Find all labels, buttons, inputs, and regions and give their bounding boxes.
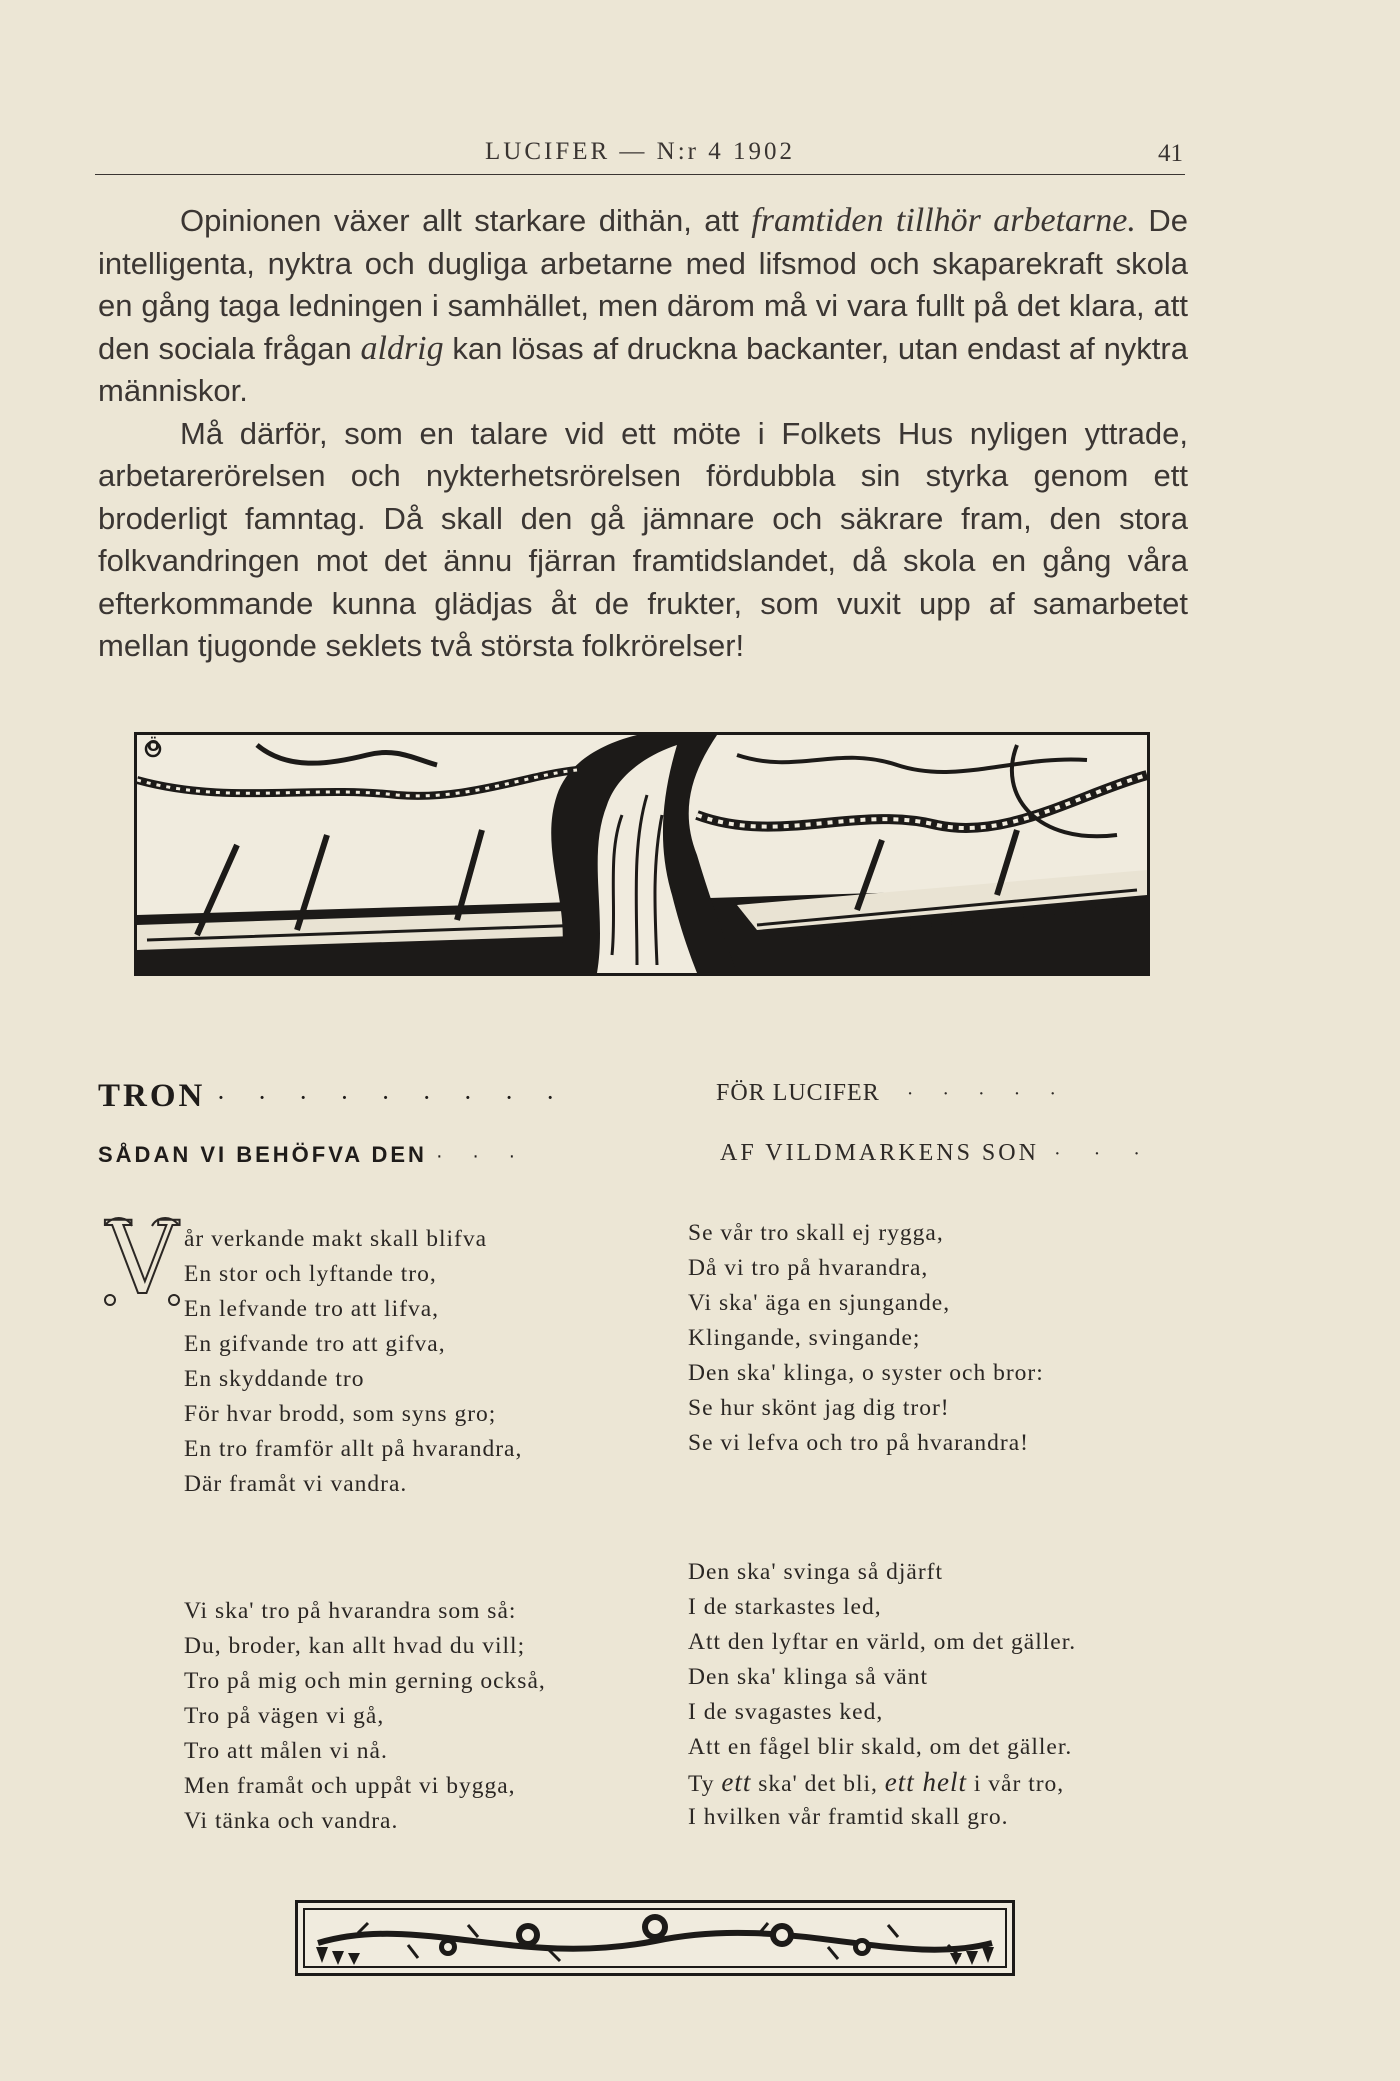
page-number: 41 <box>1158 140 1183 167</box>
stanza-1-line-7: En tro framför allt på hvarandra, <box>184 1436 523 1462</box>
stanza-4-line-8: I hvilken vår framtid skall gro. <box>688 1804 1009 1830</box>
poem-subtitle-block <box>98 1142 527 1168</box>
stanza-2-line-4: Tro på vägen vi gå, <box>184 1703 385 1729</box>
poem-subtitle: SÅDAN VI BEHÖFVA DEN <box>98 1142 427 1167</box>
stanza-1-line-8: Där framåt vi vandra. <box>184 1471 408 1497</box>
paragraph-1-part-3: kan lösas af druckna backanter, utan endast af nyktra människor. <box>98 330 1188 408</box>
stanza-4-line-4: Den ska' klinga så vänt <box>688 1664 928 1690</box>
emphasis-ett-helt: ett helt <box>884 1767 968 1797</box>
paragraph-1 <box>98 200 1188 413</box>
stanza-2 <box>184 1594 546 1839</box>
poem-subtitle-dots: · · · <box>436 1145 528 1167</box>
tree-vignette-drawing <box>137 735 1147 973</box>
stanza-4-line-7-a: Ty <box>688 1771 722 1797</box>
stanza-1-line-5: En skyddande tro <box>184 1366 365 1392</box>
stanza-4-line-7-c: i vår tro, <box>967 1771 1065 1797</box>
stanza-2-line-5: Tro att målen vi nå. <box>184 1738 388 1764</box>
poem-title-block <box>98 1078 568 1115</box>
stanza-4-line-7 <box>688 1765 1076 1800</box>
poem-dedication: FÖR LUCIFER <box>716 1080 880 1106</box>
stanza-3-line-4: Klingande, svingande; <box>688 1325 921 1351</box>
stanza-3 <box>688 1216 1044 1461</box>
stanza-1-line-1: år verkande makt skall blifva <box>184 1226 488 1252</box>
stanza-4-line-7-b: ska' det bli, <box>751 1771 885 1797</box>
stanza-3-line-2: Då vi tro på hvarandra, <box>688 1255 929 1281</box>
stanza-2-line-7: Vi tänka och vandra. <box>184 1808 399 1834</box>
poem-author-dots: · · · <box>1053 1143 1154 1165</box>
emphasis-framtiden: framtiden tillhör arbetarne. <box>751 202 1136 239</box>
tree-illustration <box>134 732 1150 976</box>
poem-author-block <box>720 1140 1154 1167</box>
stanza-2-line-3: Tro på mig och min gerning också, <box>184 1668 546 1694</box>
poem-title-dots: · · · · · · · · · <box>216 1083 568 1112</box>
stanza-2-line-1: Vi ska' tro på hvarandra som så: <box>184 1598 517 1624</box>
stanza-4 <box>688 1555 1076 1835</box>
poem-dedication-dots: · · · · · <box>906 1083 1069 1105</box>
running-head <box>95 138 1185 175</box>
paragraph-2: Må därför, som en talare vid ett möte i Folkets Hus nyligen yttrade, arbetarerörelsen och nykterhetsrörelsen fördubbla sin styrka genom ett broderligt famntag. Då skall den gå jämnare och säkrare fram, den stora folkvandringen mot det ännu fjärran framtidslandet, då skola en gång våra efterkommande kunna glädjas åt de frukter, som vuxit upp af samarbetet mellan tjugonde seklets två största folkrörelser! <box>98 415 1188 663</box>
poem-dedication-block <box>716 1080 1068 1107</box>
stanza-4-line-3: Att den lyftar en värld, om det gäller. <box>688 1629 1077 1655</box>
drop-cap-letter: V <box>105 1200 179 1317</box>
stanza-2-line-2: Du, broder, kan allt hvad du vill; <box>184 1633 526 1659</box>
poem-title: TRON <box>98 1078 206 1114</box>
stanza-4-line-6: Att en fågel blir skald, om det gäller. <box>688 1734 1073 1760</box>
emphasis-ett: ett <box>721 1767 752 1797</box>
stanza-3-line-1: Se vår tro skall ej rygga, <box>688 1220 944 1246</box>
stanza-1 <box>184 1222 522 1502</box>
article-text <box>98 200 1188 668</box>
stanza-1-line-4: En gifvande tro att gifva, <box>184 1331 446 1357</box>
stanza-3-line-5: Den ska' klinga, o syster och bror: <box>688 1360 1044 1386</box>
drop-cap <box>102 1200 182 1317</box>
paragraph-1-part-1: Opinionen växer allt starkare dithän, att <box>180 203 752 238</box>
paragraph-1-part-2: De intelligenta, nyktra och dugliga arbetarne med lifsmod och skaparekraft skola en gång taga ledningen i samhället, men därom må vi vara fullt på det klara, att den sociala frågan <box>98 203 1188 366</box>
stanza-4-line-5: I de svagastes ked, <box>688 1699 884 1725</box>
stanza-4-line-1: Den ska' svinga så djärft <box>688 1559 944 1585</box>
emphasis-aldrig: aldrig <box>360 329 444 367</box>
stanza-4-line-2: I de starkastes led, <box>688 1594 882 1620</box>
stanza-1-line-2: En stor och lyftande tro, <box>184 1261 437 1287</box>
stanza-1-line-6: För hvar brodd, som syns gro; <box>184 1401 497 1427</box>
illustration-monogram: Ö <box>147 737 160 755</box>
running-title: LUCIFER — N:r 4 1902 <box>485 138 795 165</box>
stanza-2-line-6: Men framåt och uppåt vi bygga, <box>184 1773 516 1799</box>
rose-vignette-drawing <box>298 1903 1012 1973</box>
stanza-3-line-6: Se hur skönt jag dig tror! <box>688 1395 950 1421</box>
stanza-1-line-3: En lefvande tro att lifva, <box>184 1296 440 1322</box>
rose-ornament <box>295 1900 1015 1976</box>
stanza-3-line-3: Vi ska' äga en sjungande, <box>688 1290 951 1316</box>
poem-author: AF VILDMARKENS SON <box>720 1140 1039 1166</box>
stanza-3-line-7: Se vi lefva och tro på hvarandra! <box>688 1430 1029 1456</box>
